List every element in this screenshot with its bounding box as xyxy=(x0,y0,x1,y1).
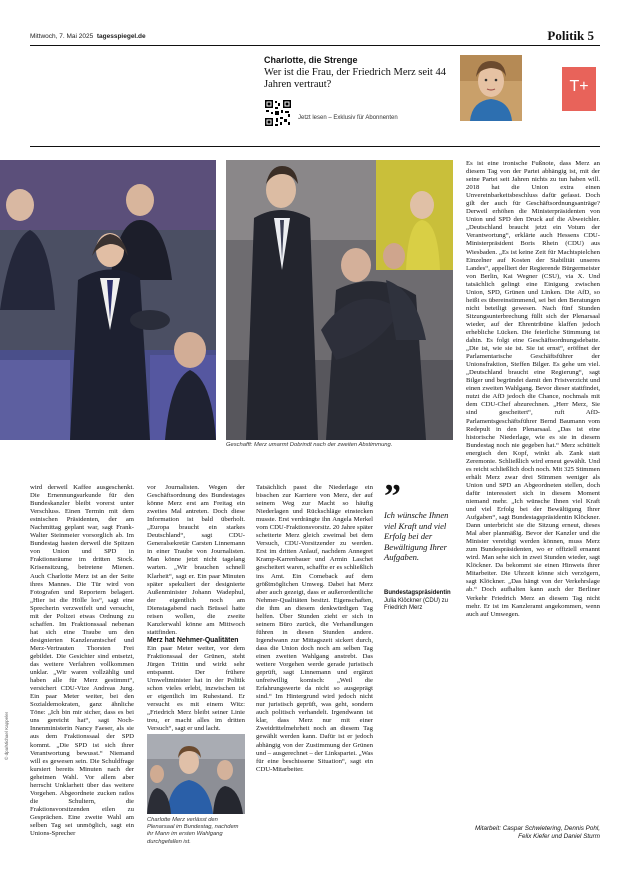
photo-credit: © dpa/Michael Kappeler xyxy=(4,711,9,760)
quote-mark-icon: ” xyxy=(384,478,401,515)
subscriber-teaser[interactable] xyxy=(264,55,604,135)
charlotte-merz-portrait xyxy=(460,55,522,121)
quote-source-role: Bundestagspräsidentin xyxy=(384,590,451,596)
merz-dobrindt-photo xyxy=(226,160,453,440)
pull-quote-source xyxy=(384,590,454,613)
bundestag-photo xyxy=(0,160,216,440)
teaser-question: Wer ist die Frau, der Friedrich Merz seit 44 Jahren vertraut? xyxy=(264,67,446,90)
page-header xyxy=(30,0,600,44)
header-rule xyxy=(30,45,600,46)
contributors: Mitarbeit: Caspar Schwietering, Dennis Pohl, Felix Kiefer und Daniel Sturm xyxy=(475,825,600,840)
teaser-rule xyxy=(30,146,600,147)
column-4-text: Es ist eine ironische Fußnote, dass Merz an diesem Tag von der Partei abhängig ist, mit der seine Partei seit Jahren nichts zu tun haben will. 2018 hat die Union extra einen Unvereinbarkeitsbeschluss dafür gefasst. Doch gilt der auch für Geschäftsordnungsanträge? Derweil erhöhen die Ministerpräsidenten von Union und SPD den Druck auf die Abweichler. „Deutschland braucht jetzt ein Votum der Verantwortung“, erklärte auch Hessens CDU-Ministerpräsident Boris Rhein (CDU) aus Wiesbaden. „Es ist keine Zeit für Machtspielchen Einzelner auf Kosten der Stabilität unseres Landes“, appelliert der Regierende Bürgermeister von Berlin, Kai Wegner (CSU), via X. Und tatsächlich gelingt eine Einigung zwischen Union, SPD, Grünen und Linken. Die AfD, so heißt es übereinstimmend, sei bei den Beratungen nicht beteiligt gewesen. Nach fünf Stunden Sitzungsunterbrechung füllt sich der Plenarsaal wieder, auf der Ehrentribüne klaffen jedoch erhebliche Lücken. Die feierliche Stimmung ist dahin. Es folgt eine Geschäftsordnungsdebatte. „Die ist, wie sie ist. Sie ist ernst“, eröffnet der Parlamentarische Geschäftsführer der Unionsfraktion, Steffen Bilger. Es gehe um viel. „Deutschland braucht eine Regierung“, sagt Bilger und begründet damit den Fristverzicht und einen zweiten Wahlgang. Bevor dieser stattfindet, nutzt die AfD jedoch die Chance, nochmals mit dem CDU-Chef abzurechnen. „Herr Merz, Sie sind gescheitert“, ruft AfD-Parlamentsgeschäftsführer Bernd Baumann vom Redepult in den Plenarsaal. „Das ist eine historische Niederlage, wie es sie in diesem Bundestag noch nie gegeben hat.“ Merz schüttelt energisch den Kopf, winkt ab. Zank statt Zeremonie. Schließlich wird erneut gewählt. Und es reicht schließlich doch noch. Mit 325 Stimmen erhält Merz zwar drei Stimmen weniger als Union und SPD an Abgeordneten stellen, doch dafür interessiert sich in diesem Moment niemand mehr. „Ich wünsche Ihnen viel Kraft und viel Erfolg bei der Bewältigung Ihrer Aufgaben“, sagt Bundestagspräsidentin Klöckner. Dann unterbricht sie die Sitzung erneut, dieses Mal aber planmäßig. Bevor der Kanzler und die Minister vereidigt werden können, muss Merz zum Bundespräsidenten, wo er offiziell ernannt wird. Man sehe sich in zwei Stunden wieder, sagt Klöckner. Da bekommt sie einen Hinweis ihrer Mitarbeiter. Die Uhrzeit könne sich verzögern, sagt Klöckner. „Das hängt von der Verkehrslage ab.“ Doch aufhalten kann auch der Berliner Verkehr Friedrich Merz an diesem Tag nicht mehr. Er ist im Kanzleramt angekommen, wenn auch auf Umwegen. xyxy=(466,160,600,618)
small-photo-caption: Charlotte Merz verlässt den Plenarsaal im Bundestag, nachdem ihr Mann im ersten Wahlgang durchgefallen ist. xyxy=(147,817,239,845)
teaser-note: Jetzt lesen – Exklusiv für Abonnenten xyxy=(298,115,398,121)
brand-url[interactable]: tagesspiegel.de xyxy=(96,33,146,40)
tplus-label: T+ xyxy=(569,78,589,95)
photo-caption: Geschafft: Merz umarmt Dobrindt nach der zweiten Abstimmung. xyxy=(226,442,393,448)
column-2a-text: vor Journalisten. Wegen der Geschäftsordnung des Bundestages könne Merz erst am Freitag ein zweites Mal antreten. Doch diese Information ist bald überholt. „Europa braucht ein starkes Deutschland“, sagt CDU-Generalsekretär Carsten Linnemann in einer Traube von Journalisten. Man könne jetzt nicht tagelang warten. „Wir brauchen schnell Klarheit“, sagt er. Ein paar Minuten später spekuliert der designierte Außenminister Johann Wadephul, der eigentlich noch am Dienstagabend nach Brüssel hatte reisen wollen, die zweite Kanzlerwahl könne am Mittwoch stattfinden. xyxy=(147,484,245,636)
date-text: Mittwoch, 7. Mai 2025 xyxy=(30,33,94,40)
tplus-badge[interactable] xyxy=(562,67,596,111)
article-column-1 xyxy=(30,484,134,838)
column-1-text: wird derweil Kaffee ausgeschenkt. Die Ernennungsurkunde für den Bundeskanzler bleibt vorerst unter Verschluss. Einen Termin mit dem estnischen Präsidenten, der am Nachmittag geplant war, sagt Frank-Walter Steinmeier vorsorglich ab. Im Bundestag hasten derweil die Spitzen von Union und SPD in Fraktionsräume im dritten Stock. Krisensitzung, betretene Mienen. Auch Charlotte Merz ist an der Seite ihres Mannes. Die Tür wird von Fotografen und Reportern belagert. „Hier ist die Hölle los“, sagt eine Sprecherin verzweifelt und versucht, mit der Polizei etwas Ordnung zu schaffen. Im Fraktionssaal nebenan hat sich eine Traube um den designierten Kanzleramtschef und Merz-Vertrauten Thorsten Frei gebildet. Die Gesichter sind entsetzt, das weitere Verfahren vollkommen unklar. „Wir waren vollzählig und haben alle für Merz gestimmt“, versichert CDU-Vize Andreas Jung. Ein paar Meter weiter, bei den Sozialdemokraten, ganz ähnliche Töne: „Ich bin mir sicher, dass es bei uns gereicht hat“, sagt Noch-Innenministerin Nancy Faeser, als sie aus dem Fraktionssaal der SPD kommt. „Die SPD ist sich ihrer Verantwortung bewusst.“ Niemand will es gewesen sein. Die Schuldfrage kursiert bereits Minuten nach der geheimen Wahl. Vor allem aber herrscht Unklarheit über das weitere Vorgehen. Abgeordnete zucken ratlos die Schultern, die Fraktionsvorsitzenden eilen zu Gesprächen. Eine zweite Wahl am selben Tag sei unmöglich, sagt ein Unions-Sprecher xyxy=(30,484,134,838)
section-title: Politik 5 xyxy=(547,28,594,43)
charlotte-merz-plenary-photo xyxy=(147,734,245,814)
subheading: Merz hat Nehmer-Qualitäten xyxy=(147,636,239,644)
article-column-2 xyxy=(147,484,245,733)
column-3-text: Tatsächlich passt die Niederlage ein bisschen zur Karriere von Merz, der auf seinem Weg zur Macht so häufig Niederlagen und Rückschläge einstecken musste. Erst verdrängte ihn Angela Merkel vom CDU-Fraktionsvorsitz. 20 Jahre später scheiterte Merz gleich zweimal bei dem Versuch, CDU-Vorsitzender zu werden. Erst im dritten Anlauf, nachdem Annegret Kramp-Karrenbauer und Armin Laschet gescheitert waren, schaffte er es schließlich ins Amt. Ein Comeback auf dem größtmöglichen Umweg. Dabei hat Merz aber auch gezeigt, dass er außerordentliche Nehmer-Qualitäten besitzt. Eigenschaften, die ihm an diesem denkwürdigen Tag helfen. Über Stunden zieht er sich in seinem Büro zurück, die Verhandlungen führen in diesen Stunden andere. Irgendwann zur Mittagszeit sickert durch, dass die Union doch noch am selben Tag einen zweiten Wahlgang anstrebt. Das weitere Vorgehen werde gerade juristisch geprüft, sagt Linnemann und ergänzt unfreiwillig komisch: „Weil die Erfahrungswerte da nicht so ausgeprägt sind.“ Im Hintergrund wird jedoch nicht nur juristisch geprüft, was geht, sondern auch politisch verhandelt. Irgendwann ist klar, dass Merz nur mit einer Zweidrittelmehrheit noch an diesem Tag gewählt werden kann. Dafür ist er jedoch abhängig von der Zustimmung der Grünen und – ausgerechnet – der Linkspartei. „Was für eine beschissene Situation“, sagt ein CDU-Mitarbeiter. xyxy=(256,484,373,773)
article-column-4 xyxy=(466,160,600,619)
quote-source-name: Julia Klöckner (CDU) zu Friedrich Merz xyxy=(384,597,449,611)
issue-date xyxy=(30,33,146,40)
pull-quote: Ich wünsche Ihnen viel Kraft und viel Erfolg bei der Bewältigung Ihrer Aufgaben. xyxy=(384,510,449,563)
teaser-title: Charlotte, die Strenge xyxy=(264,55,358,65)
article-column-3 xyxy=(256,484,373,774)
column-2b-text: Ein paar Meter weiter, vor dem Fraktionssaal der Grünen, steht Jürgen Trittin und wirkt sehr entspannt. Der frühere Umweltminister hat in der Politik schon vieles erlebt, inzwischen ist er eigentlich im Ruhestand. Er versucht es mit einem Witz: „Friedrich Merz bleibt seiner Linie treu, er macht alles im dritten Versuch“, sagt er und lacht. xyxy=(147,644,245,733)
qr-code-icon[interactable] xyxy=(264,99,292,127)
